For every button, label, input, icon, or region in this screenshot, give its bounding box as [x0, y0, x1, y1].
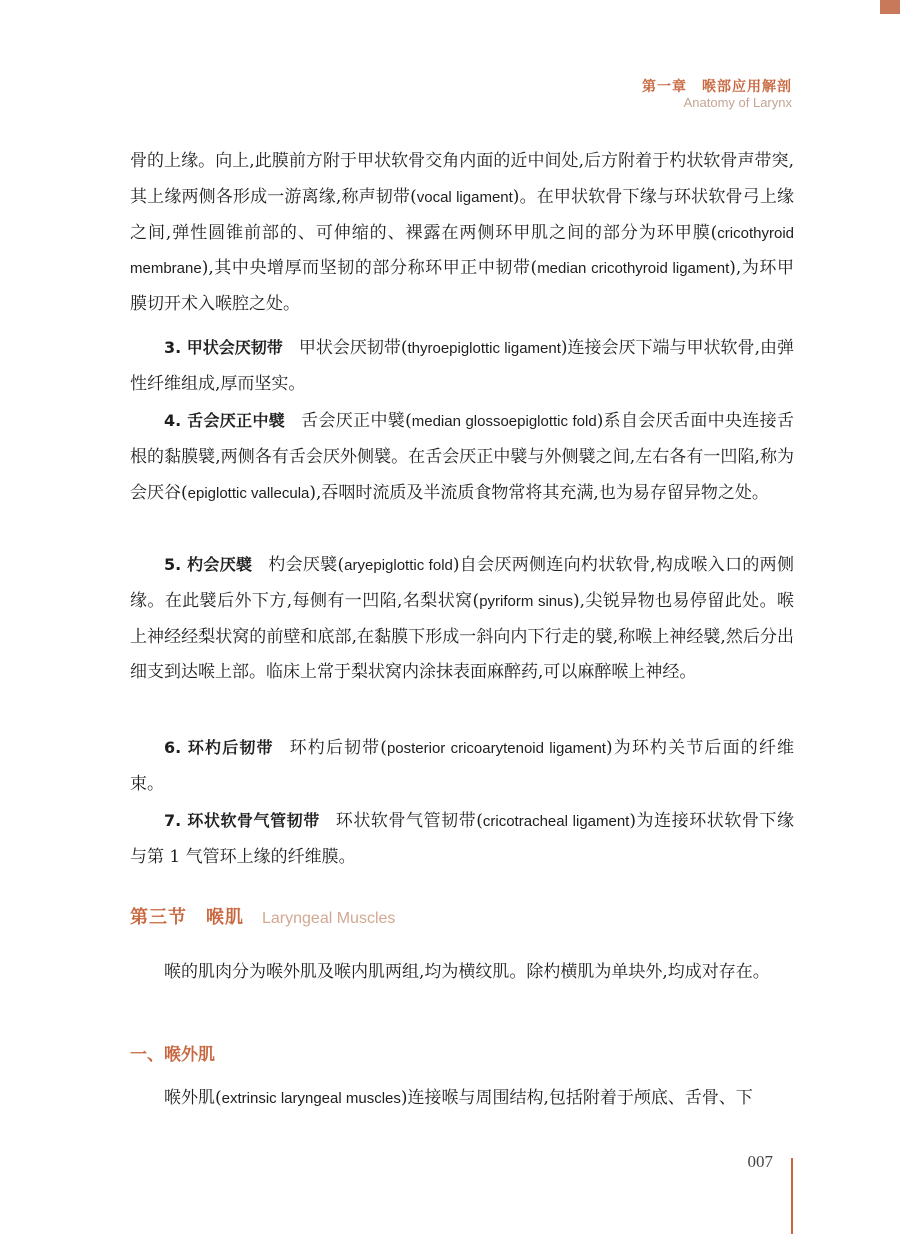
section-intro: 喉的肌肉分为喉外肌及喉内肌两组,均为横纹肌。除杓横肌为单块外,均成对存在。 — [164, 962, 770, 982]
text-run: 环状软骨气管韧带( — [335, 811, 483, 831]
text-run: ),尖锐异物也易停留此处。喉上神经经梨状窝的前壁和底部,在黏膜下形成一斜向内下行走的襞,称喉上神经襞,然后分出细支到达喉上部。临床上常于梨状窝内涂抹表面麻醉药,可以麻醉喉上神经。 — [130, 590, 794, 683]
term-en: median glossoepiglottic fold — [411, 413, 597, 430]
text-run: 环杓后韧带( — [289, 738, 387, 758]
text-run: 甲状会厌韧带( — [298, 338, 408, 358]
term-en: cricotracheal ligament — [482, 813, 630, 830]
term-en: vocal ligament — [416, 188, 513, 206]
item-heading: 7. 环状软骨气管韧带 — [164, 811, 320, 830]
item-aryepiglottic-fold — [130, 547, 794, 691]
text-run: 舌会厌正中襞( — [301, 411, 412, 431]
text-run: 杓会厌襞( — [268, 555, 345, 575]
item-heading: 3. 甲状会厌韧带 — [164, 338, 283, 357]
text-run: )自会厌两侧连向杓状软骨,构成喉入口的两侧缘。在此襞后外下方,每侧有一凹陷,名梨状窝( — [130, 555, 794, 611]
term-en: cricothyroid membrane — [130, 224, 794, 278]
subsection-paragraph — [130, 1081, 794, 1117]
term-en: median cricothyroid ligament — [537, 260, 730, 278]
term-en: posterior cricoarytenoid ligament — [386, 740, 606, 757]
text-run: ),为环甲膜切开术入喉腔之处。 — [130, 258, 794, 315]
text-run: )。在甲状软骨下缘与环状软骨弓上缘之间,弹性圆锥前部的、可伸缩的、裸露在两侧环甲肌之间的部分为环甲膜( — [130, 186, 794, 243]
term-en: aryepiglottic fold — [344, 557, 453, 574]
running-head-chapter: 第一章 喉部应用解剖 — [642, 79, 792, 95]
text-run: )为连接环状软骨下缘与第 1 气管环上缘的纤维膜。 — [130, 811, 794, 867]
term-en: epiglottic vallecula — [187, 484, 310, 502]
item-thyroepiglottic-ligament — [130, 330, 794, 403]
paragraph-continued — [130, 144, 794, 323]
item-posterior-cricoarytenoid-ligament — [130, 730, 794, 803]
text-run: )连接会厌下端与甲状软骨,由弹性纤维组成,厚而坚实。 — [130, 338, 794, 394]
text-run: )系自会厌舌面中央连接舌根的黏膜襞,两侧各有舌会厌外侧襞。在舌会厌正中襞与外侧襞之间,左右各有一凹陷,称为会厌谷( — [130, 411, 794, 503]
text-run: )为环杓关节后面的纤维束。 — [130, 738, 794, 794]
text-run: ),其中央增厚而坚韧的部分称环甲正中韧带( — [201, 258, 538, 279]
section-title-cn: 第三节 喉肌 — [130, 907, 244, 928]
item-heading: 6. 环杓后韧带 — [164, 738, 274, 757]
text-run: 喉外肌( — [164, 1088, 222, 1108]
term-en: thyroepiglottic ligament — [407, 340, 561, 357]
page-number: 007 — [747, 1152, 773, 1171]
subsection-title: 一、喉外肌 — [130, 1045, 215, 1065]
text-run: 骨的上缘。向上,此膜前方附于甲状软骨交角内面的近中间处,后方附着于杓状软骨声带突,其上缘两侧各形成一游离缘,称声韧带( — [130, 151, 794, 207]
item-heading: 5. 杓会厌襞 — [164, 555, 253, 574]
corner-mark — [880, 0, 900, 14]
item-median-glossoepiglottic-fold — [130, 403, 794, 511]
term-en: extrinsic laryngeal muscles — [221, 1090, 401, 1107]
item-heading: 4. 舌会厌正中襞 — [164, 411, 286, 430]
term-en: pyriform sinus — [479, 592, 573, 610]
text-run: ),吞咽时流质及半流质食物常将其充满,也为易存留异物之处。 — [309, 482, 769, 503]
text-run: )连接喉与周围结构,包括附着于颅底、舌骨、下 — [400, 1088, 753, 1108]
section-title-en: Laryngeal Muscles — [262, 910, 396, 927]
section-title — [130, 903, 395, 929]
page-rule — [791, 1158, 793, 1234]
item-cricotracheal-ligament — [130, 803, 794, 876]
running-head-chapter-en: Anatomy of Larynx — [683, 95, 792, 110]
